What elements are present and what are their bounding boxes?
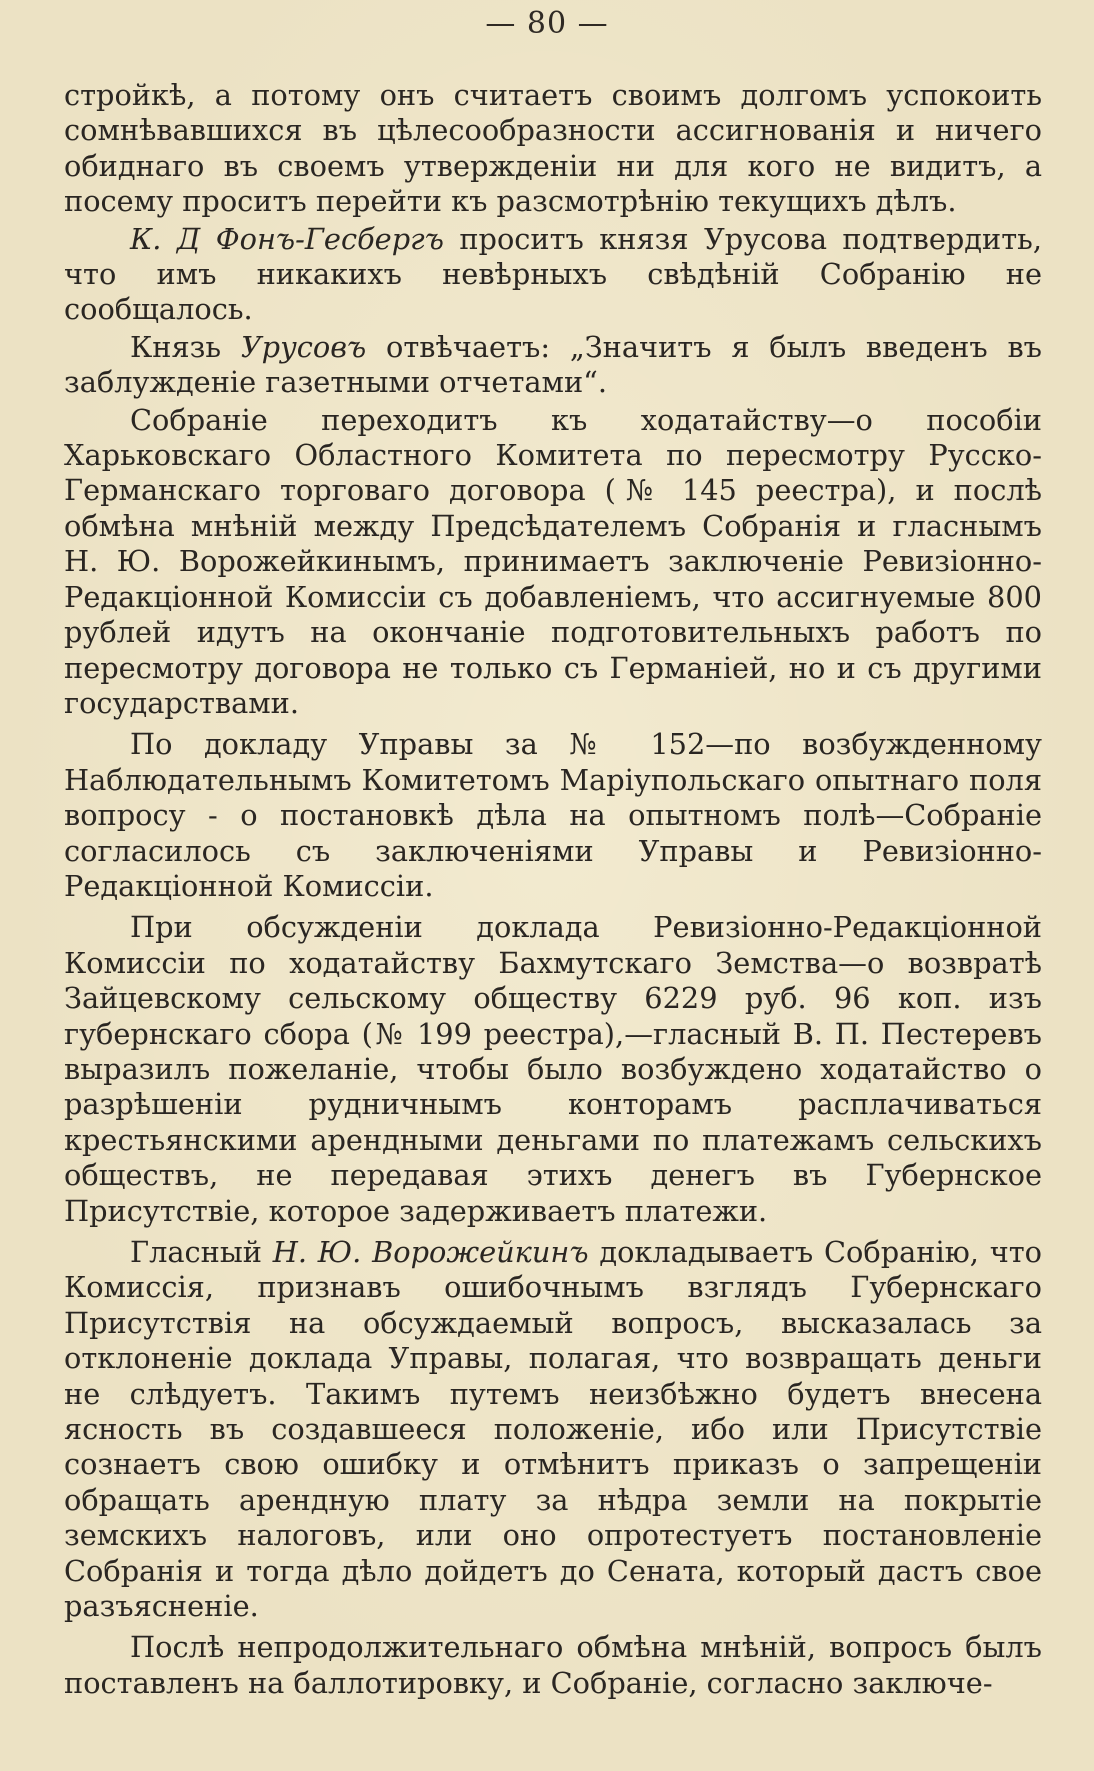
paragraph-4-text: Собраніе переходитъ къ ходатайству—о пособіи Харьковскаго Областного Комитета по пересмотру Русско-Германскаго торговаго договора (№ 145 реестра), и послѣ обмѣна мнѣній между Предсѣдателемъ Собранія и гласнымъ Н. Ю. Ворожейкинымъ, принимаетъ заключеніе Ревизіонно-Редакціонной Комиссіи съ добавленіемъ, что ассигнуемые 800 рублей идутъ на окончаніе подготовительныхъ работъ по пересмотру договора не только съ Германіей, но и съ другими государствами.	[64, 402, 1042, 720]
paragraph-7-text: докладываетъ Собранію, что Комиссія, признавъ ошибочнымъ взглядъ Губернскаго Присутствія на обсуждаемый вопросъ, высказалась за отклоненіе доклада Управы, полагая, что возвращать деньги не слѣдуетъ. Такимъ путемъ неизбѣжно будетъ внесена ясность въ создавшееся положеніе, ибо или Присутствіе сознаетъ свою ошибку и отмѣнитъ приказъ о запрещеніи обращать арендную плату за нѣдра земли на покрытіе земскихъ налоговъ, или оно опротестуетъ постановленіе Собранія и тогда дѣло дойдетъ до Сената, который дастъ свое разъясненіе.	[64, 1235, 1043, 1624]
paragraph-3-lead: Князь	[130, 329, 241, 364]
paragraph-continuation	[64, 78, 1042, 220]
paragraph-7-lead: Гласный	[130, 1235, 273, 1269]
paragraph-5-text: По докладу Управы за № 152—по возбужденному Наблюдательнымъ Комитетомъ Маріупольскаго опытнаго поля вопросу - о постановкѣ дѣла на опытномъ полѣ—Собраніе согласилось съ заключеніями Управы и Ревизіонно-Редакціонной Комиссіи.	[64, 727, 1042, 903]
paragraph-report-152	[64, 727, 1042, 904]
paragraph-6-text: При обсужденіи доклада Ревизіонно-Редакціонной Комиссіи по ходатайству Бахмутскаго Земства—о возвратѣ Зайцевскому сельскому обществу 6229 руб. 96 коп. изъ губернскаго сбора (№ 199 реестра),—гласный В. П. Пестеревъ выразилъ пожеланіе, чтобы было возбуждено ходатайство о разрѣшеніи рудничнымъ конторамъ расплачиваться крестьянскими арендными деньгами по платежамъ сельскихъ обществъ, не передавая этихъ денегъ въ Губернское Присутствіе, которое задерживаетъ платежи.	[64, 910, 1042, 1228]
speaker-name-vorozheikin: Н. Ю. Ворожейкинъ	[272, 1235, 589, 1269]
paragraph-1-text: стройкѣ, а потому онъ считаетъ своимъ долгомъ успокоить сомнѣвавшихся въ цѣлесообразности ассигнованія и ничего обиднаго въ своемъ утвержденіи ни для кого не видитъ, а посему проситъ перейти къ разсмотрѣнію текущихъ дѣлъ.	[64, 78, 1042, 219]
speaker-name-urusov: Урусовъ	[240, 329, 367, 364]
body-text	[64, 78, 1042, 1703]
page-number: — 80 —	[485, 6, 609, 41]
paragraph-ballot	[64, 1630, 1042, 1701]
paragraph-vorozheikin	[64, 1235, 1042, 1624]
paragraph-bakhmut-zemstvo	[64, 910, 1042, 1229]
paragraph-kharkov-committee	[64, 403, 1042, 722]
paragraph-8-text: Послѣ непродолжительнаго обмѣна мнѣній, вопросъ былъ поставленъ на баллотировку, и Собраніе, согласно заключе-	[64, 1630, 1042, 1700]
paragraph-2-text: проситъ князя Урусова подтвердить, что имъ никакихъ невѣрныхъ свѣдѣній Собранію не сообщалось.	[64, 221, 1042, 327]
paragraph-hesberg	[64, 222, 1042, 328]
paragraph-urusov	[64, 330, 1042, 401]
paragraph-3-text: отвѣчаетъ: „Значитъ я былъ введенъ въ заблужденіе газетными отчетами“.	[64, 329, 1042, 400]
speaker-name-hesberg: К. Д Фонъ-Гесбергъ	[130, 221, 444, 256]
